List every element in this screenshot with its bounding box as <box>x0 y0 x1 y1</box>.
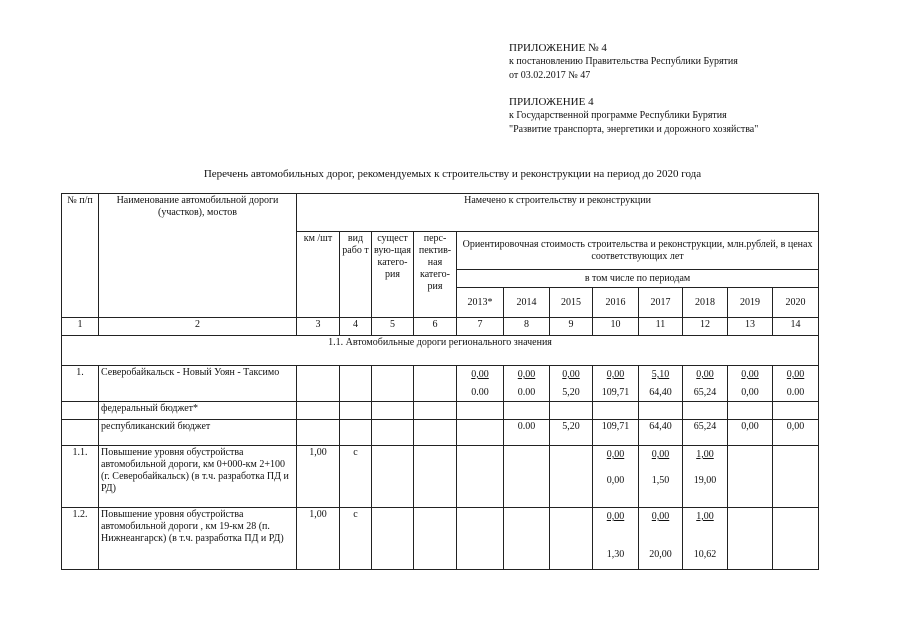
header-1-line-1: ПРИЛОЖЕНИЕ № 4 <box>509 42 607 54</box>
column-number: 10 <box>593 318 639 336</box>
value-cell: 109,71 <box>593 420 639 446</box>
value-cell: 0,00 <box>728 420 773 446</box>
value-top: 0,00 <box>741 369 759 380</box>
column-number: 8 <box>504 318 550 336</box>
header-cost: Ориентировочная стоимость строительства и реконструкции, млн.рублей, в ценах соответствующих лет <box>457 232 819 270</box>
value-top: 0,00 <box>651 449 670 460</box>
road-name: Повышение уровня обустройства автомобильной дороги, км 0+000-км 2+100 (г. Северобайкальск) (в т.ч. разработка ПД и РД) <box>99 446 297 508</box>
value-bottom: 109,71 <box>601 387 630 398</box>
value-top: 0,00 <box>606 511 625 522</box>
header-num: № п/п <box>62 194 99 318</box>
value-cell: 64,40 <box>639 420 683 446</box>
value-cell <box>683 366 728 402</box>
year-header: 2020 <box>773 288 819 318</box>
header-row-1 <box>62 194 819 232</box>
column-number-row <box>62 318 819 336</box>
value-bottom: 65,24 <box>693 387 717 398</box>
value-cell: 0,00 <box>773 420 819 446</box>
value-bottom: 0.00 <box>471 387 489 398</box>
value-cell <box>773 366 819 402</box>
section-heading: 1.1. Автомобильные дороги регионального значения <box>62 336 819 366</box>
header-km: км /шт <box>297 232 340 318</box>
value-cell <box>639 508 683 570</box>
value-cell <box>504 366 550 402</box>
value-bottom: 1,30 <box>606 549 625 560</box>
value-top: 0,00 <box>786 369 805 380</box>
column-number: 5 <box>372 318 414 336</box>
year-header: 2017 <box>639 288 683 318</box>
value-cell <box>683 446 728 508</box>
year-header: 2019 <box>728 288 773 318</box>
header-existing: сущест вую-щая катего-рия <box>372 232 414 318</box>
header-2-line-3: "Развитие транспорта, энергетики и дорожного хозяйства" <box>509 124 759 135</box>
value-cell <box>457 366 504 402</box>
value-bottom: 64,40 <box>649 387 672 398</box>
value-cell <box>457 420 504 446</box>
value-cell <box>593 366 639 402</box>
header-block-1 <box>509 41 738 83</box>
row-number: 1.1. <box>62 446 99 508</box>
year-header: 2018 <box>683 288 728 318</box>
value-top: 1,00 <box>696 449 714 460</box>
header-2-line-1: ПРИЛОЖЕНИЕ 4 <box>509 96 594 108</box>
budget-label: республиканский бюджет <box>99 420 297 446</box>
value-bottom: 0,00 <box>606 475 625 486</box>
header-prospective: перс-пектив-ная катего-рия <box>414 232 457 318</box>
year-header: 2015 <box>550 288 593 318</box>
value-cell <box>728 446 773 508</box>
value-cell <box>773 446 819 508</box>
column-number: 1 <box>62 318 99 336</box>
year-header: 2014 <box>504 288 550 318</box>
column-number: 6 <box>414 318 457 336</box>
road-name: Северобайкальск - Новый Уоян - Таксимо <box>99 366 297 402</box>
roads-table <box>61 193 819 570</box>
section-row <box>62 336 819 366</box>
column-number: 13 <box>728 318 773 336</box>
header-1-line-3: от 03.02.2017 № 47 <box>509 70 591 81</box>
work-type: с <box>340 508 372 570</box>
column-number: 3 <box>297 318 340 336</box>
work-type: с <box>340 446 372 508</box>
value-bottom: 19,00 <box>693 475 717 486</box>
value-top: 0,00 <box>606 449 625 460</box>
column-number: 11 <box>639 318 683 336</box>
row-number: 1.2. <box>62 508 99 570</box>
table-row <box>62 420 819 446</box>
value-bottom: 1,50 <box>651 475 670 486</box>
header-name: Наименование автомобильной дороги (участков), мостов <box>99 194 297 318</box>
value-top: 0,00 <box>471 369 489 380</box>
value-bottom: 0.00 <box>786 387 805 398</box>
column-number: 2 <box>99 318 297 336</box>
header-1-line-2: к постановлению Правительства Республики Бурятия <box>509 56 738 67</box>
value-bottom: 0,00 <box>741 387 759 398</box>
column-number: 7 <box>457 318 504 336</box>
value-cell <box>773 508 819 570</box>
column-number: 14 <box>773 318 819 336</box>
header-block-2 <box>509 95 758 137</box>
value-bottom: 0.00 <box>517 387 536 398</box>
table-row <box>62 508 819 570</box>
value-cell <box>683 508 728 570</box>
value-bottom: 10,62 <box>693 549 717 560</box>
value-cell <box>593 508 639 570</box>
header-work: вид рабо т <box>340 232 372 318</box>
value-top: 0,00 <box>651 511 670 522</box>
value-top: 0,00 <box>696 369 714 380</box>
km-value: 1,00 <box>297 446 340 508</box>
header-periods: в том числе по периодам <box>457 270 819 288</box>
value-cell <box>550 366 593 402</box>
value-cell: 65,24 <box>683 420 728 446</box>
table-row <box>62 366 819 402</box>
budget-label: федеральный бюджет* <box>99 402 297 420</box>
column-number: 9 <box>550 318 593 336</box>
value-cell <box>593 446 639 508</box>
value-cell: 5,20 <box>550 420 593 446</box>
value-top: 0,00 <box>606 369 625 380</box>
value-top: 1,00 <box>696 511 714 522</box>
value-cell <box>639 366 683 402</box>
km-value: 1,00 <box>297 508 340 570</box>
column-number: 12 <box>683 318 728 336</box>
header-2-line-2: к Государственной программе Республики Бурятия <box>509 110 727 121</box>
header-planned: Намечено к строительству и реконструкции <box>297 194 819 232</box>
value-cell <box>728 366 773 402</box>
year-header: 2016 <box>593 288 639 318</box>
value-top: 0,00 <box>517 369 536 380</box>
value-bottom: 5,20 <box>562 387 580 398</box>
value-top: 5,10 <box>651 369 670 380</box>
value-cell: 0.00 <box>504 420 550 446</box>
value-top: 0,00 <box>562 369 580 380</box>
document-title: Перечень автомобильных дорог, рекомендуемых к строительству и реконструкции на период до 2020 года <box>203 168 702 180</box>
value-cell <box>639 446 683 508</box>
value-cell <box>728 508 773 570</box>
year-header: 2013* <box>457 288 504 318</box>
table-row <box>62 402 819 420</box>
road-name: Повышение уровня обустройства автомобильной дороги , км 19-км 28 (п. Нижнеангарск) (в т.ч. разработка ПД и РД) <box>99 508 297 570</box>
table-row <box>62 446 819 508</box>
value-bottom: 20,00 <box>649 549 672 560</box>
column-number: 4 <box>340 318 372 336</box>
row-number: 1. <box>62 366 99 402</box>
